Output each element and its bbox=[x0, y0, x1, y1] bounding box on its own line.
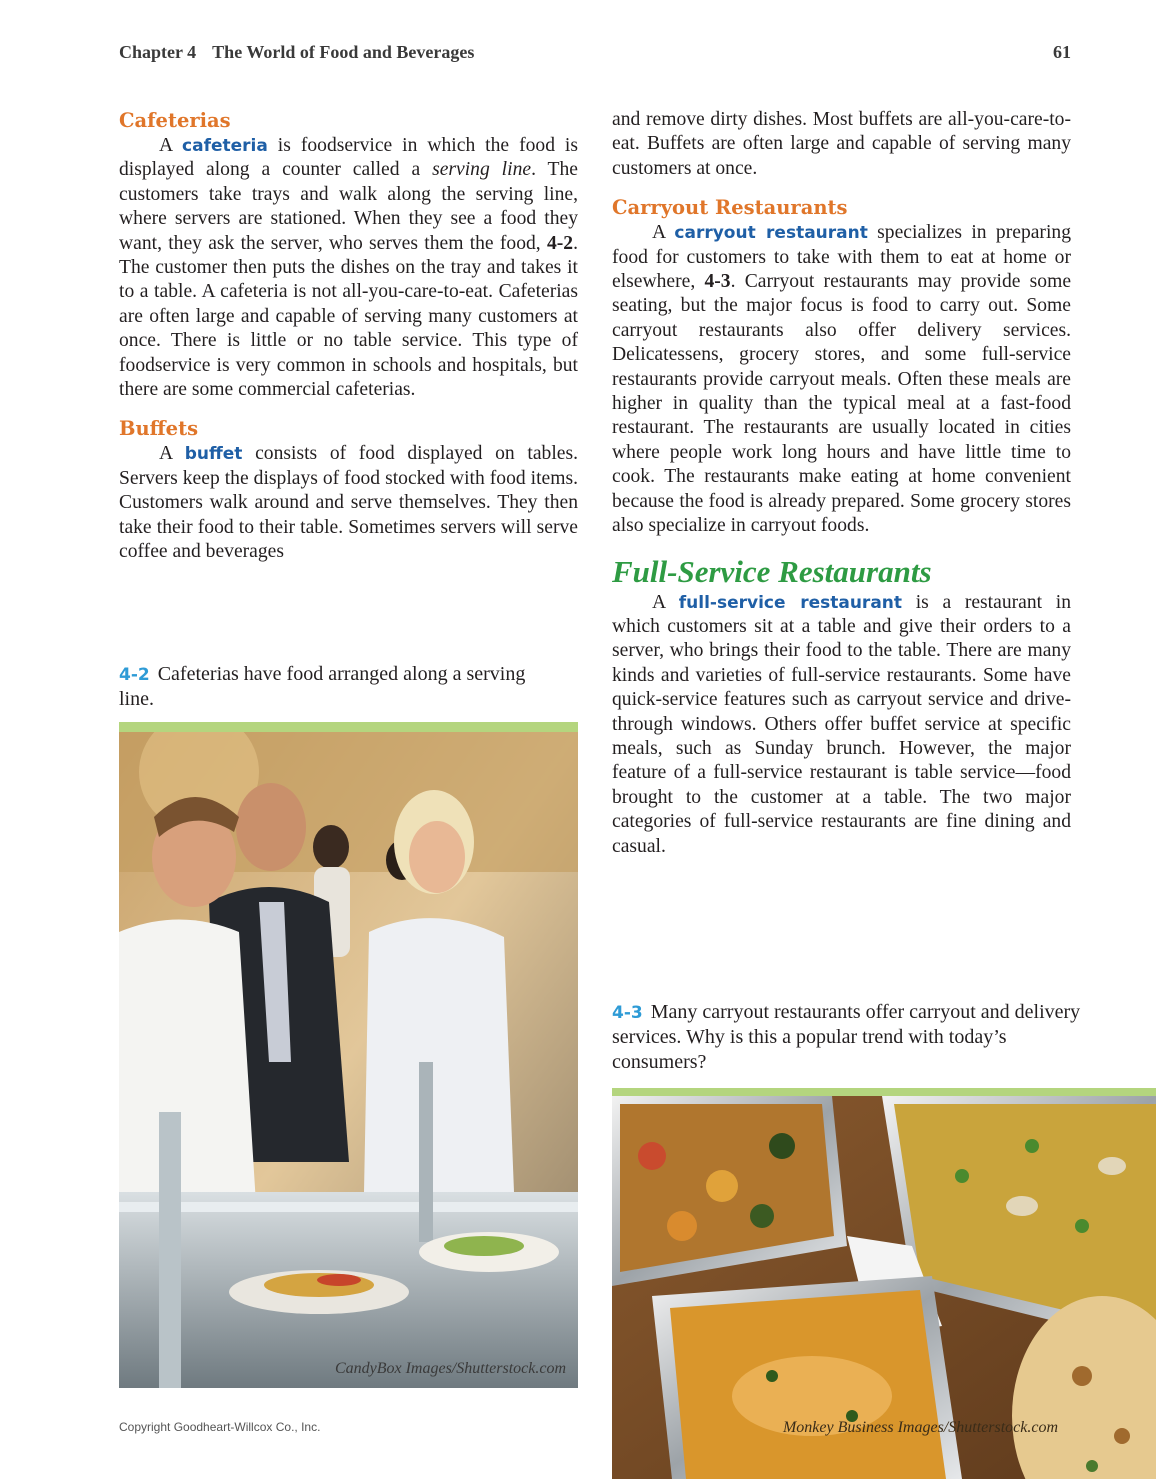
running-header bbox=[119, 40, 1071, 66]
figure-number: 4-2 bbox=[119, 665, 150, 685]
figure-ref-4-3: 4-3 bbox=[704, 271, 731, 293]
copyright-footer: Copyright Goodheart-Willcox Co., Inc. bbox=[119, 1420, 321, 1434]
paragraph-cafeterias: A cafeteria is foodservice in which the food is displayed along a counter called a serving line. The customers take trays and walk along the serving line, where servers are stationed. When they see a food they want, they ask the server, who serves them the food, 4-2. The customer then puts the dishes on the tray and takes it to a table. A cafeteria is not all-you-care-to-eat. Cafeterias are often large and capable of serving many customers at once. There is little or no table service. This type of foodservice is very common in schools and hospitals, but there are some commercial cafeterias. bbox=[119, 135, 579, 401]
cafeteria-illustration bbox=[119, 732, 578, 1388]
page-number: 61 bbox=[1053, 42, 1071, 62]
photo-credit: Monkey Business Images/Shutterstock.com bbox=[782, 1419, 1058, 1436]
heading-buffets: Buffets bbox=[119, 417, 199, 441]
photo-credit: CandyBox Images/Shutterstock.com bbox=[334, 1360, 566, 1377]
right-column bbox=[612, 108, 1071, 859]
term-carryout-restaurant: carryout restaurant bbox=[674, 223, 868, 244]
figure-number: 4-3 bbox=[612, 1003, 643, 1023]
figure-caption-4-2 bbox=[119, 662, 559, 712]
heading-cafeterias: Cafeterias bbox=[119, 109, 231, 132]
heading-carryout-restaurants: Carryout Restaurants bbox=[612, 196, 848, 220]
caption-text: Many carryout restaurants offer carryout and delivery services. Why is this a popular trend with today’s consumers? bbox=[612, 1001, 1081, 1073]
italic-serving-line: serving line bbox=[432, 159, 532, 181]
caption-text: Cafeterias have food arranged along a serving line. bbox=[119, 663, 526, 711]
paragraph-buffets-continued: and remove dirty dishes. Most buffets are all-you-care-to-eat. Buffets are often large and capable of serving many customers at once. bbox=[612, 109, 1071, 179]
chapter-label: Chapter 4 The World of Food and Beverages bbox=[119, 42, 475, 62]
photo-carryout-food bbox=[612, 1088, 1156, 1479]
left-column bbox=[119, 108, 578, 565]
heading-full-service-restaurants: Full-Service Restaurants bbox=[612, 553, 932, 589]
photo-cafeteria-line bbox=[119, 722, 578, 1388]
term-buffet: buffet bbox=[184, 444, 243, 465]
paragraph-full-service: A full-service restaurant is a restaurant in which customers sit at a table and give their orders to a server, who brings their food to the table. There are many kinds and varieties of full-service restaurants. Some have quick-service features such as carryout service and drive-through windows. Others offer buffet service at specific meals, such as Sunday brunch. However, the major feature of a full-service restaurant is table service—food brought to the customer at a table. The two major categories of full-service restaurants are fine dining and casual. bbox=[612, 591, 1071, 857]
chapter-title: The World of Food and Beverages bbox=[212, 42, 475, 62]
term-cafeteria: cafeteria bbox=[182, 136, 268, 156]
figure-ref-4-2: 4-2 bbox=[546, 232, 574, 254]
figure-caption-4-3 bbox=[612, 1000, 1082, 1074]
term-full-service-restaurant: full-service restaurant bbox=[678, 592, 903, 613]
paragraph-carryout: A carryout restaurant specializes in preparing food for customers to take with them to eat at home or elsewhere, 4-3. Carryout restaurants may provide some seating, but the major focus is food to carry out. Some carryout restaurants also offer delivery services. Delicatessens, grocery stores, and some full-service restaurants provide carryout meals. Often these meals are higher in quality than the typical meal at a fast-food restaurant. The restaurants are usually located in cities where people work long hours and have little time to cook. The restaurants make eating at home convenient because the food is already prepared. Some grocery stores also specialize in carryout foods. bbox=[612, 222, 1072, 537]
paragraph-buffets: A buffet consists of food displayed on tables. Servers keep the displays of food stocked with food items. Customers walk around and serve themselves. They then take their food to their table. Sometimes servers will serve coffee and beverages bbox=[119, 443, 578, 563]
